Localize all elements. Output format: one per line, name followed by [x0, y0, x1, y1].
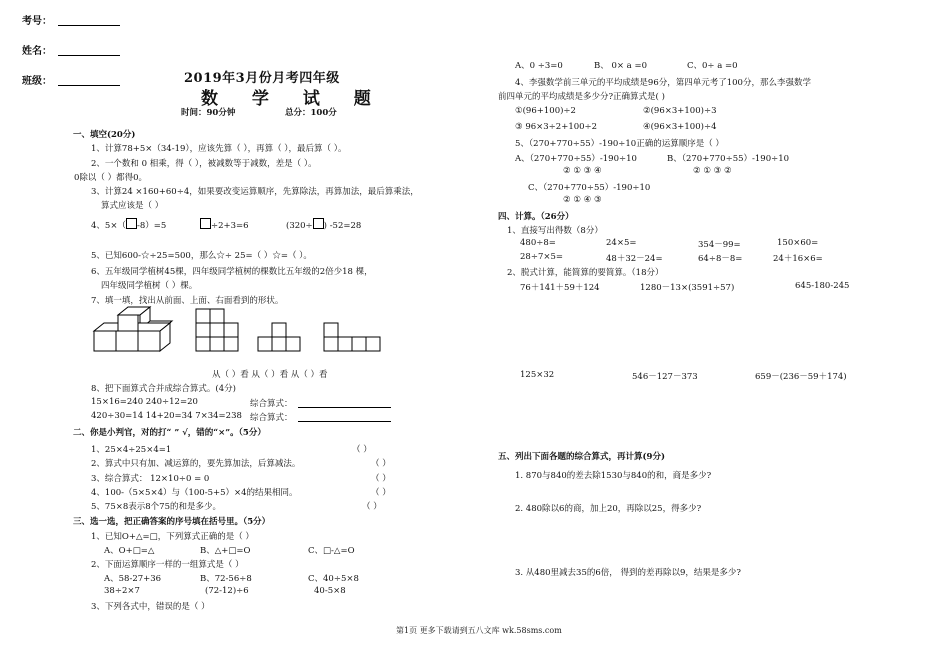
s1-q6b: 四年级同学植树（ ）棵。: [101, 281, 198, 291]
s1-q8-r1a: 15×16=240 240÷12=20: [91, 397, 198, 407]
blank-square-icon: [313, 218, 324, 229]
s3-q2-r1-b: B、72-56÷8: [200, 574, 252, 584]
s3-q4b: 前四单元的平均成绩是多少分?正确算式是( ): [498, 92, 665, 102]
s3-q5-b-order: ② ① ③ ②: [693, 166, 732, 176]
s3-q1: 1、已知O+△=□，下列算式正确的是（ ）: [91, 532, 254, 542]
s1-q4: [91, 218, 166, 231]
s1-heading: 一、填空(20分): [73, 130, 136, 140]
s3-q4a: 4、李强数学前三单元的平均成绩是96分，第四单元考了100分，那么李强数学: [515, 78, 811, 88]
s1-q8-r2a: 420÷30=14 14+20=34 7×34=238: [91, 411, 242, 421]
star-icon: ☆: [141, 251, 150, 261]
s2-item-1: 1、25×4÷25×4=1: [91, 445, 172, 455]
s1-q6a: 6、五年级同学植树45棵，四年级同学植树的棵数比五年级的2倍少18 棵，: [91, 267, 373, 277]
star-icon: ☆: [272, 251, 281, 261]
s3-q5-opt-b: B、（270+770÷55）-190÷10: [667, 154, 790, 164]
star-icon: ☆: [216, 251, 225, 261]
s5-q1: 1. 870与840的差去除1530与840的和，商是多少?: [515, 471, 712, 481]
s4-r1-c3: 354－99=: [698, 240, 741, 250]
s3-q3-opt-c: C、0÷ a =0: [687, 61, 738, 71]
s1-q5d: =（ ）。: [280, 251, 312, 261]
s1-q3b: 算式应该是（ ）: [101, 201, 164, 211]
s1-q5c: ÷ 25=（ ）: [224, 251, 273, 261]
s3-q5-c-order: ② ① ④ ③: [563, 195, 602, 205]
s4-r2-c1: 28÷7×5=: [520, 252, 563, 262]
s3-q4-opt-1: ①(96+100)÷2: [515, 106, 576, 116]
s1-q7-views: 从（ ）看 从（ ）看 从（ ）看: [212, 370, 328, 380]
s4-heading: 四、计算。（26分）: [498, 212, 574, 222]
blank-square-icon: [126, 218, 137, 229]
s3-q4-opt-3: ③ 96×3÷2+100÷2: [515, 122, 598, 132]
exam-score: 总分：100分: [285, 108, 337, 118]
cube-figures: [92, 305, 392, 357]
s4-r2-c2: 48＋32－24=: [606, 254, 663, 264]
s2-item-2: 2、算式中只有加、减运算的，要先算加法，后算减法。: [91, 459, 301, 469]
name-line: [58, 55, 120, 56]
s2-item-5: 5、75×8表示8个75的和是多少。: [91, 502, 221, 512]
s4-r4-c3: 659－(236－59＋174): [755, 372, 847, 382]
s3-q2-r1-a: A、58-27+36: [104, 574, 162, 584]
s3-q2: 2、下面运算顺序一样的一组算式是（ ）: [91, 560, 244, 570]
exam-no-line: [58, 25, 120, 26]
s3-q5-opt-c: C、（270+770÷55）-190÷10: [528, 183, 651, 193]
s3-q4-opt-4: ④(96×3+100)÷4: [643, 122, 717, 132]
s5-q3: 3. 从480里减去35的6倍， 得到的差再除以9，结果是多少?: [515, 568, 741, 578]
s1-q4e: ) -52=28: [323, 221, 362, 231]
exam-time: 时间：90分钟: [181, 108, 236, 118]
view-shape-3: [324, 323, 380, 351]
s1-q8-r2b: 综合算式：: [250, 413, 293, 423]
s2-paren-3: （ ）: [371, 474, 391, 484]
cube-3d-figure: [94, 307, 172, 351]
s4-r2-c4: 24＋16×6=: [773, 254, 823, 264]
exam-title: 2019年3月份月考四年级: [184, 71, 340, 86]
s3-q1-opt-b: B、△+□=O: [200, 546, 251, 556]
s4-r1-c2: 24×5=: [606, 238, 637, 248]
s1-q4c: ÷2+3=6: [211, 221, 249, 231]
s3-heading: 三、选一选，把正确答案的序号填在括号里。（5分）: [73, 517, 271, 527]
s3-q5-a-order: ② ① ③ ④: [563, 166, 602, 176]
s1-q4b: -8）=5: [136, 221, 167, 231]
s4-r1-c4: 150×60=: [777, 238, 819, 248]
s1-q2a: 2、一个数和 0 相乘，得（ ），被减数等于减数，差是（ ）。: [91, 159, 317, 169]
s3-q2-r2-a: 38÷2×7: [104, 586, 140, 596]
s3-q3: 3、下列各式中，错误的是（ ）: [91, 602, 210, 612]
s2-item-4: 4、100-（5×5×4）与（100-5+5）×4的结果相同。: [91, 488, 298, 498]
blank-square-icon: [200, 218, 211, 229]
s2-paren-2: （ ）: [371, 459, 391, 469]
s1-q7: 7、填一填，找出从前面、上面、右面看到的形状。: [91, 296, 284, 306]
exam-no-label: 考号：: [22, 16, 52, 27]
class-label: 班级：: [22, 76, 52, 87]
s1-q2b: 0除以（ ）都得0。: [74, 173, 148, 183]
s3-q2-r1-c: C、40÷5×8: [308, 574, 359, 584]
s1-q8-line1: [298, 407, 391, 408]
s5-heading: 五、列出下面各题的综合算式，再计算(9分): [498, 452, 665, 462]
class-line: [58, 85, 120, 86]
view-shape-2: [258, 323, 300, 351]
s1-q4-second: [200, 218, 249, 231]
view-shape-1: [196, 309, 238, 351]
s4-sub1: 1、直接写出得数（8分）: [507, 226, 603, 236]
s1-q5b: ÷25=500，那么: [149, 251, 217, 261]
s3-q3-opt-a: A、0 ÷3=0: [515, 61, 563, 71]
s4-sub2: 2、脱式计算，能简算的要简算。（18分）: [507, 268, 664, 278]
page-footer: 第1页 更多下载请到五八文库 wk.58sms.com: [396, 626, 562, 635]
s3-q4-opt-2: ②(96×3+100)÷3: [643, 106, 717, 116]
s2-paren-5: （ ）: [362, 502, 382, 512]
s1-q4a: 4、5×（: [91, 221, 126, 231]
s2-paren-1: （ ）: [352, 445, 372, 455]
s1-q1: 1、计算78+5×（34-19），应该先算（ ），再算（ ），最后算（ ）。: [91, 144, 347, 154]
s2-item-3: 3、综合算式： 12×10÷0 = 0: [91, 474, 210, 484]
s4-r3-c1: 76＋141＋59＋124: [520, 283, 600, 293]
s3-q5: 5、（270+770÷55）-190÷10正确的运算顺序是（ ）: [515, 139, 724, 149]
subject-title: 数 学 试 题: [201, 89, 385, 109]
s4-r2-c3: 64÷8－8=: [698, 254, 743, 264]
s1-q5: [91, 249, 312, 261]
s4-r4-c2: 546－127－373: [632, 372, 698, 382]
s3-q1-opt-c: C、□-△=O: [308, 546, 355, 556]
s3-q3-opt-b: B、 0× a =0: [594, 61, 647, 71]
s5-q2: 2. 480除以6的商，加上20，再除以25，得多少?: [515, 504, 702, 514]
s1-q4d: (320÷: [286, 221, 313, 231]
s2-heading: 二、你是小判官，对的打“ ” √，错的“×”。（5分）: [73, 428, 266, 438]
s1-q5a: 5、已知600-: [91, 251, 142, 261]
s4-r3-c2: 1280－13×(3591÷57): [640, 283, 735, 293]
s3-q1-opt-a: A、O+□=△: [104, 546, 155, 556]
s4-r4-c1: 125×32: [520, 370, 555, 380]
s1-q3a: 3、计算24 ×160+60÷4，如果要改变运算顺序，先算除法，再算加法，最后算乘法，: [91, 187, 419, 197]
s1-q8: 8、把下面算式合并成综合算式。(4分): [91, 384, 236, 394]
s4-r3-c3: 645-180-245: [795, 281, 850, 291]
s4-r1-c1: 480÷8=: [520, 238, 556, 248]
s3-q2-r2-c: 40-5×8: [314, 586, 346, 596]
s1-q8-r1b: 综合算式：: [250, 399, 293, 409]
s1-q8-line2: [298, 421, 391, 422]
s2-paren-4: （ ）: [371, 488, 391, 498]
s3-q5-opt-a: A、（270+770÷55）-190÷10: [515, 154, 637, 164]
s1-q4-third: [286, 218, 361, 231]
s3-q2-r2-b: (72-12)÷6: [205, 586, 249, 596]
name-label: 姓名：: [22, 46, 52, 57]
